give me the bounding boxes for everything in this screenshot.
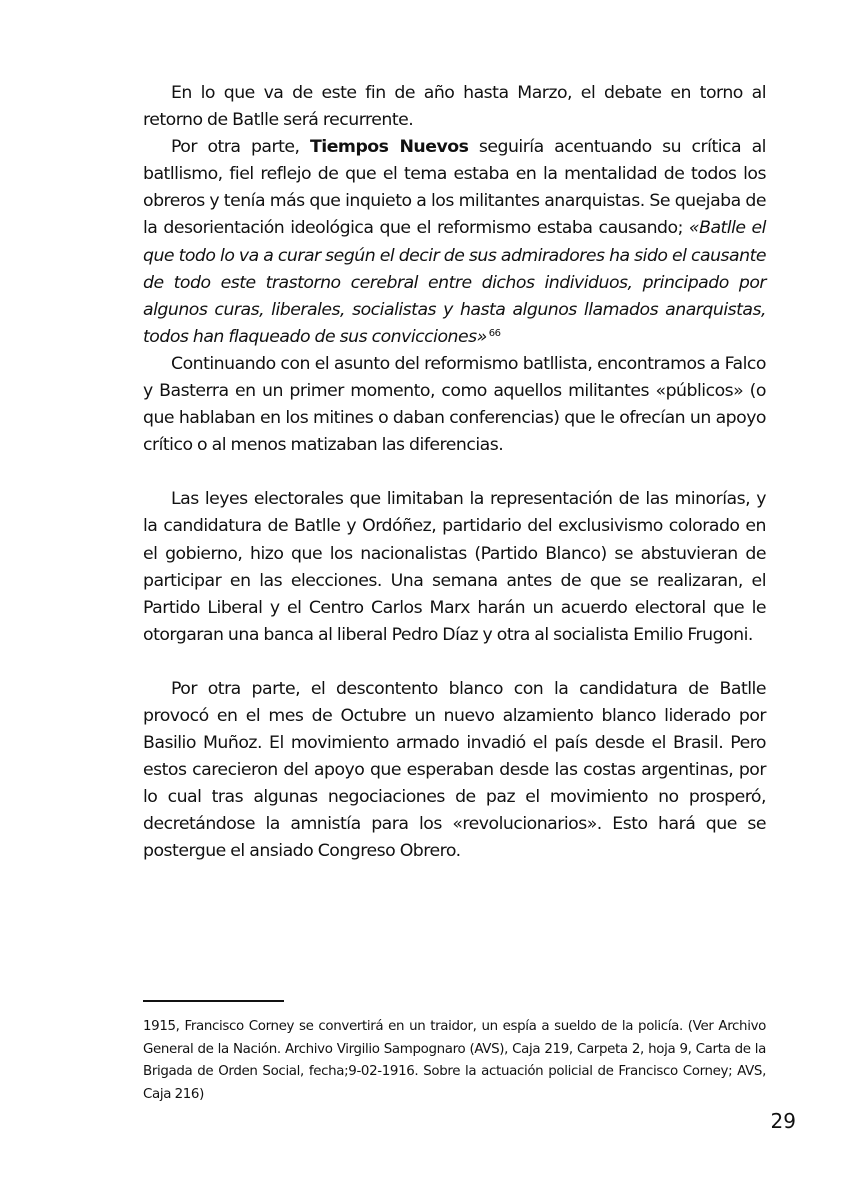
- paragraph-3: Continuando con el asunto del reformismo batllista, encontramos a Falco y Basterra en un primer momento, como aquellos militantes «públicos» (o que hablaban en los mitines o daban conferencias) que le ofrecían un apoyo crítico o al menos matizaban las diferencias.: [143, 353, 766, 456]
- paragraph-1: En lo que va de este fin de año hasta Marzo, el debate en torno al retorno de Batlle será recurrente.: [143, 83, 766, 131]
- footnote-text: 1915, Francisco Corney se convertirá en un traidor, un espía a sueldo de la policía. (Ver Archivo General de la Nación. Archivo Virgilio Sampognaro (AVS), Caja 219, Carpeta 2, hoja 9, Carta de la Brigada de Orden Social, fecha;9-02-1916. Sobre la actuación policial de Francisco Corney; AVS, Caja 216): [143, 1019, 766, 1102]
- footnote-reference: 66: [488, 327, 501, 339]
- paragraph-2-body: seguiría acentuando su crítica al batllismo, fiel reflejo de que el tema estaba en la mentalidad de todos los obreros y tenía más que inquieto a los militantes anarquistas. Se quejaba de la desorientación ideológica que el reformismo estaba causando;: [143, 137, 766, 239]
- newspaper-title: Tiempos Nuevos: [310, 137, 469, 158]
- quotation: «Batlle el que todo lo va a curar según el decir de sus admiradores ha sido el causante de todo este trastorno cerebral entre dichos individuos, principado por algunos curas, liberales, socialistas y hasta algunos llamados anarquistas, todos han flaqueado de sus convicciones»: [143, 218, 766, 347]
- paragraph-2: [143, 134, 766, 351]
- paragraph-5: Por otra parte, el descontento blanco con la candidatura de Batlle provocó en el mes de Octubre un nuevo alzamiento blanco liderado por Basilio Muñoz. El movimiento armado invadió el país desde el Brasil. Pero estos carecieron del apoyo que esperaban desde las costas argentinas, por lo cual tras algunas negociaciones de paz el movimiento no prosperó, decretándose la amnistía para los «revolucionarios». Esto hará que se postergue el ansiado Congreso Obrero.: [143, 678, 766, 862]
- paragraph-4: Las leyes electorales que limitaban la representación de las minorías, y la candidatura de Batlle y Ordóñez, partidario del exclusivismo colorado en el gobierno, hizo que los nacionalistas (Partido Blanco) se abstuvieran de participar en las elecciones. Una semana antes de que se realizaran, el Partido Liberal y el Centro Carlos Marx harán un acuerdo electoral que le otorgaran una banca al liberal Pedro Díaz y otra al socialista Emilio Frugoni.: [143, 489, 766, 645]
- paragraph-2-intro: Por otra parte,: [171, 137, 310, 158]
- page-body: [143, 80, 766, 866]
- footnote-divider: [143, 1000, 284, 1002]
- page-number: 29: [770, 1109, 796, 1133]
